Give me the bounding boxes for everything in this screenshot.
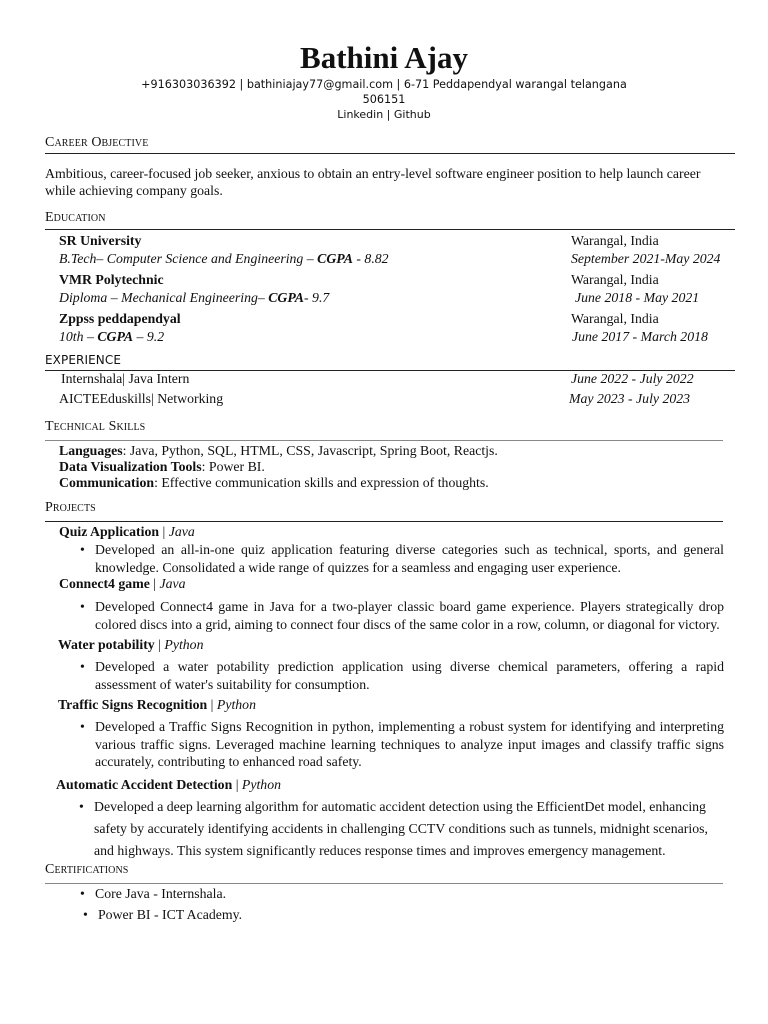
education-dates: June 2017 - March 2018 xyxy=(572,329,708,344)
project-description: • Developed a water potability prediction application using diverse chemical parameters, offering a rapid assessment of water's suitability for consumption. xyxy=(95,658,724,693)
project-description: • Developed Connect4 game in Java for a two-player classic board game experience. Players strategically drop colored discs into a grid, aiming to connect four discs of the same color in a row, column, or diagonal for victory. xyxy=(95,598,724,633)
project-title: Traffic Signs Recognition | Python xyxy=(58,697,256,712)
education-school: Zppss peddapendyal xyxy=(59,311,181,326)
project-title: Quiz Application | Java xyxy=(59,524,195,539)
contact-line: +916303036392 | bathiniajay77@gmail.com | 6-71 Peddapendyal warangal telangana xyxy=(141,78,627,91)
section-divider xyxy=(45,153,735,154)
education-degree: Diploma – Mechanical Engineering– CGPA- 9.7 xyxy=(59,290,330,305)
education-dates: June 2018 - May 2021 xyxy=(575,290,700,305)
project-title: Connect4 game | Java xyxy=(59,576,186,591)
education-school: VMR Polytechnic xyxy=(59,272,164,287)
section-divider xyxy=(45,883,723,884)
experience-dates: June 2022 - July 2022 xyxy=(571,371,694,386)
grade-label: CGPA xyxy=(317,251,353,266)
grade-label: CGPA xyxy=(268,290,304,305)
project-title: Water potability | Python xyxy=(58,637,204,652)
education-school: SR University xyxy=(59,233,142,248)
education-location: Warangal, India xyxy=(571,272,659,287)
education-degree: 10th – CGPA – 9.2 xyxy=(59,329,165,344)
projects-heading: Projects xyxy=(45,500,96,515)
certifications-heading: Certifications xyxy=(45,862,129,877)
project-description: • Developed a deep learning algorithm for automatic accident detection using the EfficientDet model, enhancing safety by accurately identifying accidents in challenging CCTV conditions such as tunnels, midnight scenarios, and highways. This system significantly reduces response times and improves emergency management. xyxy=(94,796,714,862)
education-heading: Education xyxy=(45,210,106,225)
career-objective-heading: Career Objective xyxy=(45,135,149,150)
contact-info xyxy=(0,77,768,107)
linkedin-link[interactable]: Linkedin xyxy=(337,108,384,121)
experience-heading: EXPERIENCE xyxy=(45,353,122,367)
skill-data-visualization: Data Visualization Tools: Power BI. xyxy=(59,459,265,474)
certification-item: • Power BI - ICT Academy. xyxy=(98,906,698,924)
experience-title: AICTEEduskills| Networking xyxy=(59,391,224,406)
section-divider xyxy=(45,440,723,441)
experience-dates: May 2023 - July 2023 xyxy=(569,391,691,406)
education-location: Warangal, India xyxy=(571,233,659,248)
education-degree: B.Tech– Computer Science and Engineering – CGPA - 8.82 xyxy=(59,251,389,266)
postal-code: 506151 xyxy=(362,93,406,106)
profile-links xyxy=(0,108,768,121)
grade-label: CGPA xyxy=(97,329,134,344)
education-dates: September 2021-May 2024 xyxy=(571,251,721,266)
experience-title: Internshala| Java Intern xyxy=(61,371,190,386)
skill-languages: Languages: Java, Python, SQL, HTML, CSS, Javascript, Spring Boot, Reactjs. xyxy=(59,443,498,458)
certification-item: • Core Java - Internshala. xyxy=(95,885,695,903)
candidate-name: Bathini Ajay xyxy=(300,40,468,75)
github-link[interactable]: Github xyxy=(393,108,431,121)
project-title: Automatic Accident Detection | Python xyxy=(56,777,282,792)
technical-skills-heading: Technical Skills xyxy=(45,419,146,434)
project-description: • Developed a Traffic Signs Recognition in python, implementing a robust system for identifying and interpreting various traffic signs. Leveraged machine learning techniques to analyze input images and classify traffic signs accurately, contributing to enhanced road safety. xyxy=(95,718,724,771)
link-separator: | xyxy=(383,108,394,121)
skill-communication: Communication: Effective communication skills and expression of thoughts. xyxy=(59,475,489,490)
section-divider xyxy=(45,229,735,230)
career-objective-text: Ambitious, career-focused job seeker, anxious to obtain an entry-level software engineer position to help launch career while achieving company goals. xyxy=(45,166,701,198)
project-description: • Developed an all-in-one quiz application featuring diverse categories such as technical, sports, and general knowledge. Consolidated a wide range of quizzes for a seamless and engaging user experience. xyxy=(95,541,724,576)
section-divider xyxy=(45,521,723,522)
education-location: Warangal, India xyxy=(571,311,659,326)
